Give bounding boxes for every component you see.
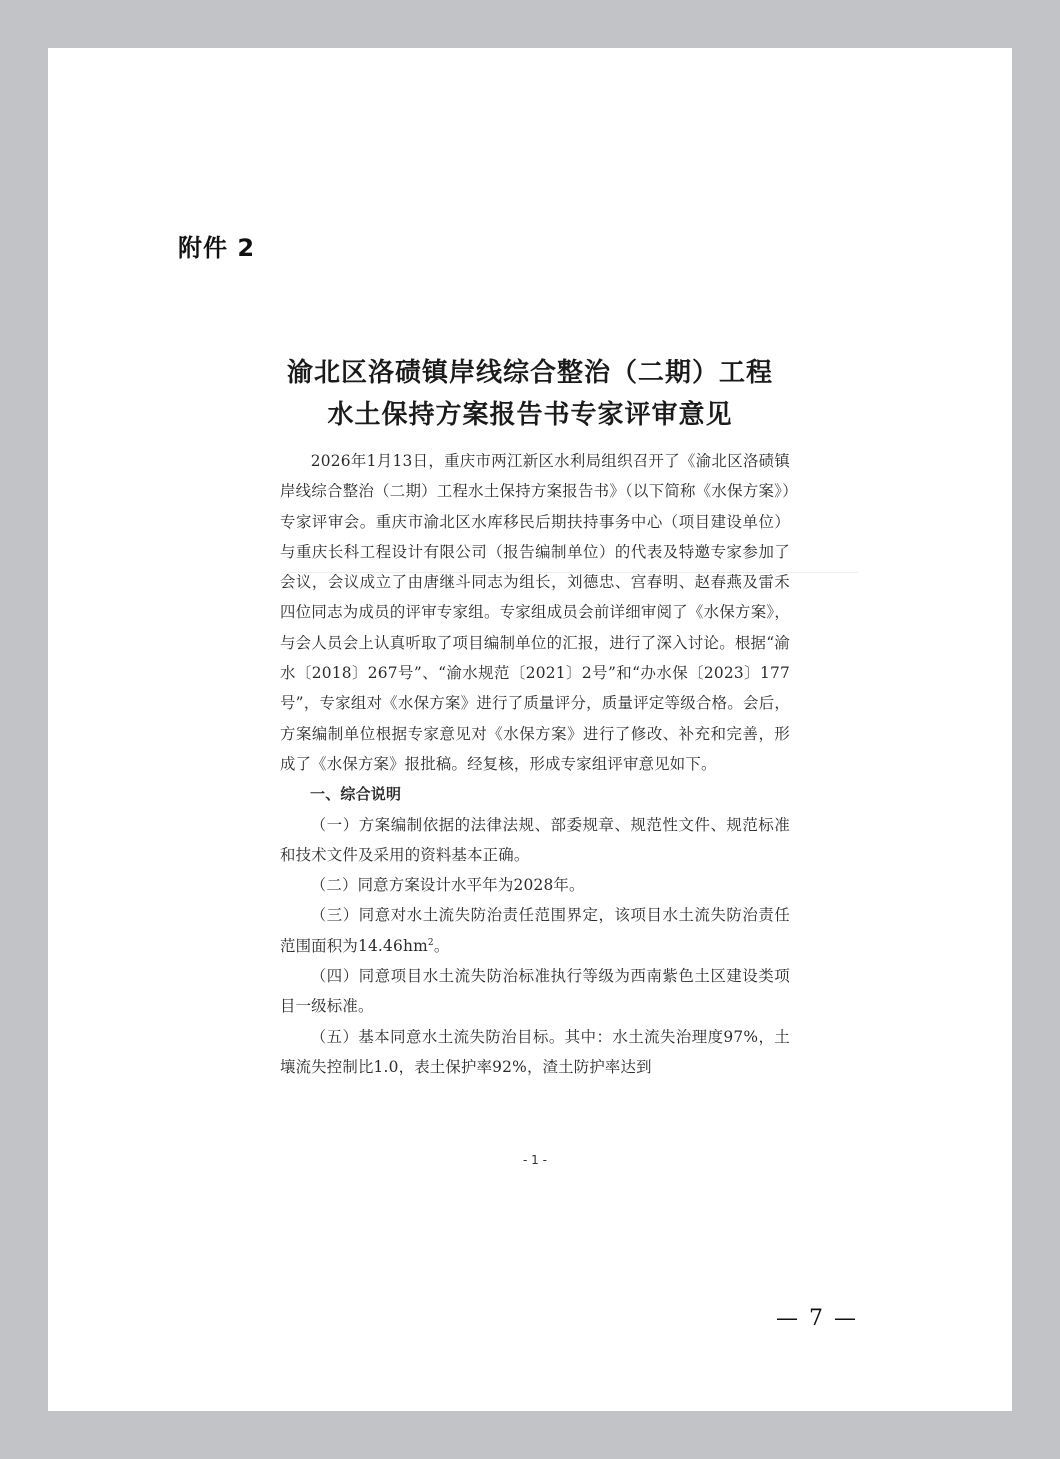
item-2: （二）同意方案设计水平年为2028年。 <box>310 876 585 895</box>
document-page <box>48 48 1012 1411</box>
attachment-label: 附件 2 <box>178 234 256 262</box>
title-line-2: 水土保持方案报告书专家评审意见 <box>327 400 733 430</box>
section-heading: 一、综合说明 <box>310 785 402 804</box>
document-body <box>280 446 790 1082</box>
intro-paragraph: 2026年1月13日，重庆市两江新区水利局组织召开了《渝北区洛碛镇岸线综合整治（二期）工程水土保持方案报告书》（以下简称《水保方案》）专家评审会。重庆市渝北区水库移民后期扶持事务中心（项目建设单位）与重庆长科工程设计有限公司（报告编制单位）的代表及特邀专家参加了会议，会议成立了由唐继斗同志为组长，刘德忠、宫春明、赵春燕及雷禾四位同志为成员的评审专家组。专家组成员会前详细审阅了《水保方案》，与会人员会上认真听取了项目编制单位的汇报，进行了深入讨论。根据“渝水〔2018〕267号”、“渝水规范〔2021〕2号”和“办水保〔2023〕177号”，专家组对《水保方案》进行了质量评分，质量评定等级合格。会后，方案编制单位根据专家意见对《水保方案》进行了修改、补充和完善，形成了《水保方案》报批稿。经复核，形成专家组评审意见如下。 <box>280 452 790 773</box>
title-line-1: 渝北区洛碛镇岸线综合整治（二期）工程 <box>286 358 773 388</box>
item-3 <box>280 900 790 961</box>
item-4: （四）同意项目水土流失防治标准执行等级为西南紫色土区建设类项目一级标准。 <box>280 967 790 1016</box>
item-5: （五）基本同意水土流失防治目标。其中：水土流失治理度97%，土壤流失控制比1.0，表土保护率92%，渣土防护率达到 <box>280 1027 790 1076</box>
item-1: （一）方案编制依据的法律法规、部委规章、规范性文件、规范标准和技术文件及采用的资料基本正确。 <box>280 815 790 864</box>
page-number: — 7 — <box>776 1306 858 1331</box>
inner-page-number: - 1 - <box>523 1153 547 1167</box>
item-3-superscript: 2 <box>427 937 434 948</box>
item-3-end: 。 <box>433 936 450 955</box>
item-3-text: （三）同意对水土流失防治责任范围界定，该项目水土流失防治责任范围面积为14.46hm <box>280 906 790 955</box>
